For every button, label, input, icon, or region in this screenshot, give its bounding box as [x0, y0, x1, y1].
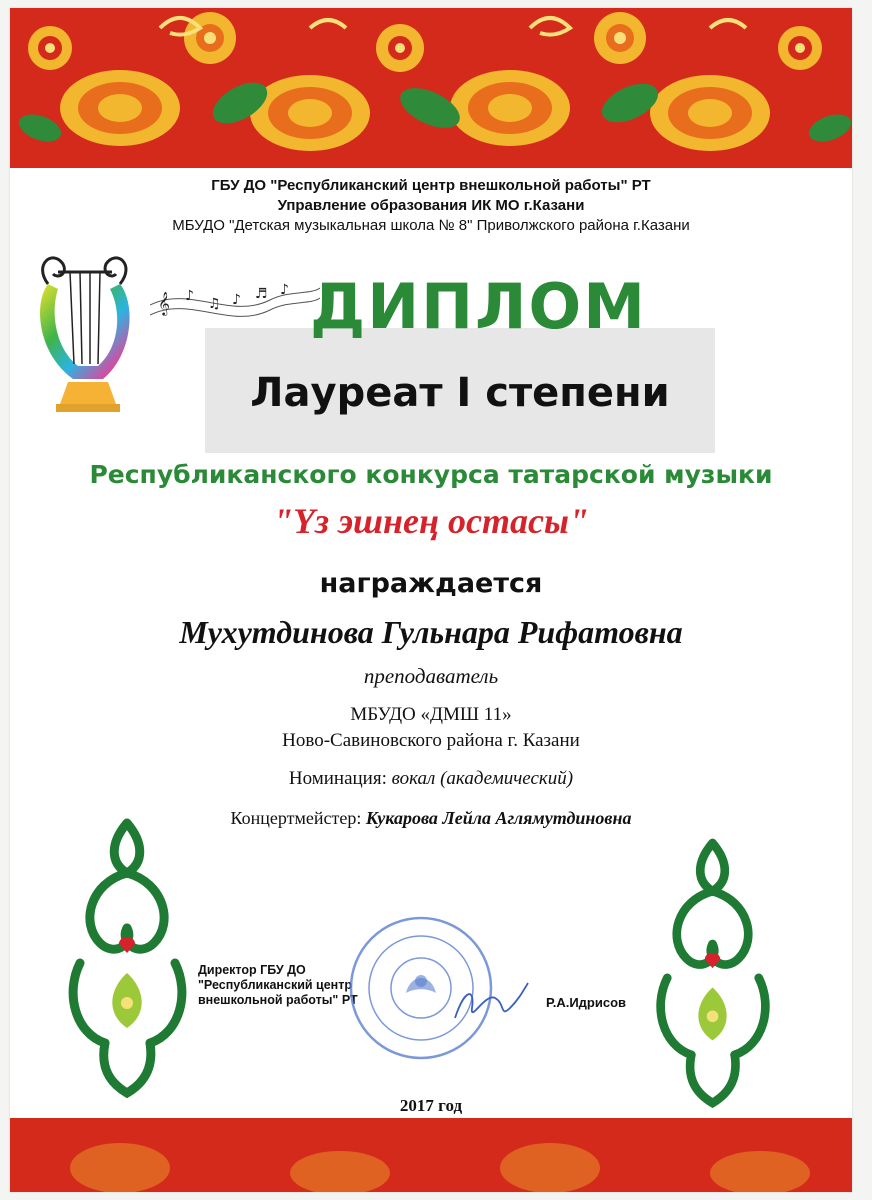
header-line-1: ГБУ ДО "Республиканский центр внешкольной работы" РТ [211, 177, 651, 194]
nomination-label: Номинация: [288, 768, 387, 789]
school-line-1: МБУДО «ДМШ 11» [350, 704, 512, 725]
laureate-degree: Лауреат I степени [250, 370, 670, 416]
nomination-value: вокал (академический) [391, 768, 574, 789]
school-line-2: Ново-Савиновского района г. Казани [282, 730, 580, 751]
svg-text:♪: ♪ [232, 292, 241, 308]
recipient-position: преподаватель [363, 664, 499, 688]
accompanist-value: Кукарова Лейла Аглямутдиновна [365, 808, 632, 828]
issuer-header [10, 176, 852, 236]
svg-text:♬: ♬ [255, 286, 268, 302]
top-floral-border [10, 8, 852, 168]
bottom-floral-border [10, 1118, 852, 1192]
director-title-line-1: Директор ГБУ ДО [198, 963, 306, 977]
svg-text:𝄞: 𝄞 [158, 291, 170, 315]
director-title-line-3: внешкольной работы" РТ [198, 993, 358, 1007]
accompanist-label: Концертмейстер: [230, 808, 362, 828]
header-line-2: Управление образования ИК МО г.Казани [277, 197, 585, 214]
recipient-name: Мухутдинова Гульнара Рифатовна [179, 614, 683, 650]
director-title-line-2: "Республиканский центр [198, 978, 352, 992]
contest-name: "Үз эшнең остасы" [273, 501, 589, 541]
issue-year: 2017 год [399, 1096, 463, 1115]
diploma-page [10, 8, 852, 1192]
diploma-title: ДИПЛОМ [310, 270, 647, 343]
floral-border-ornament-bottom [10, 1118, 852, 1192]
director-title [198, 963, 358, 1008]
tatar-ornament-left [60, 813, 195, 1103]
director-name: Р.А.Идрисов [546, 995, 627, 1010]
nomination [10, 768, 852, 790]
svg-text:♪: ♪ [280, 282, 289, 298]
contest-description: Республиканского конкурса татарской музыки [89, 460, 773, 489]
handwritten-signature [450, 978, 530, 1028]
awarded-label: награждается [319, 568, 543, 599]
floral-border-ornament [10, 8, 852, 168]
svg-text:♪: ♪ [185, 288, 194, 304]
recipient-school [10, 702, 852, 754]
header-line-3: МБУДО "Детская музыкальная школа № 8" Приволжского района г.Казани [172, 217, 690, 234]
music-notes-icon [150, 270, 320, 330]
tatar-ornament-right [648, 828, 778, 1118]
lyre-icon [28, 244, 138, 424]
svg-text:♫: ♫ [208, 296, 221, 312]
